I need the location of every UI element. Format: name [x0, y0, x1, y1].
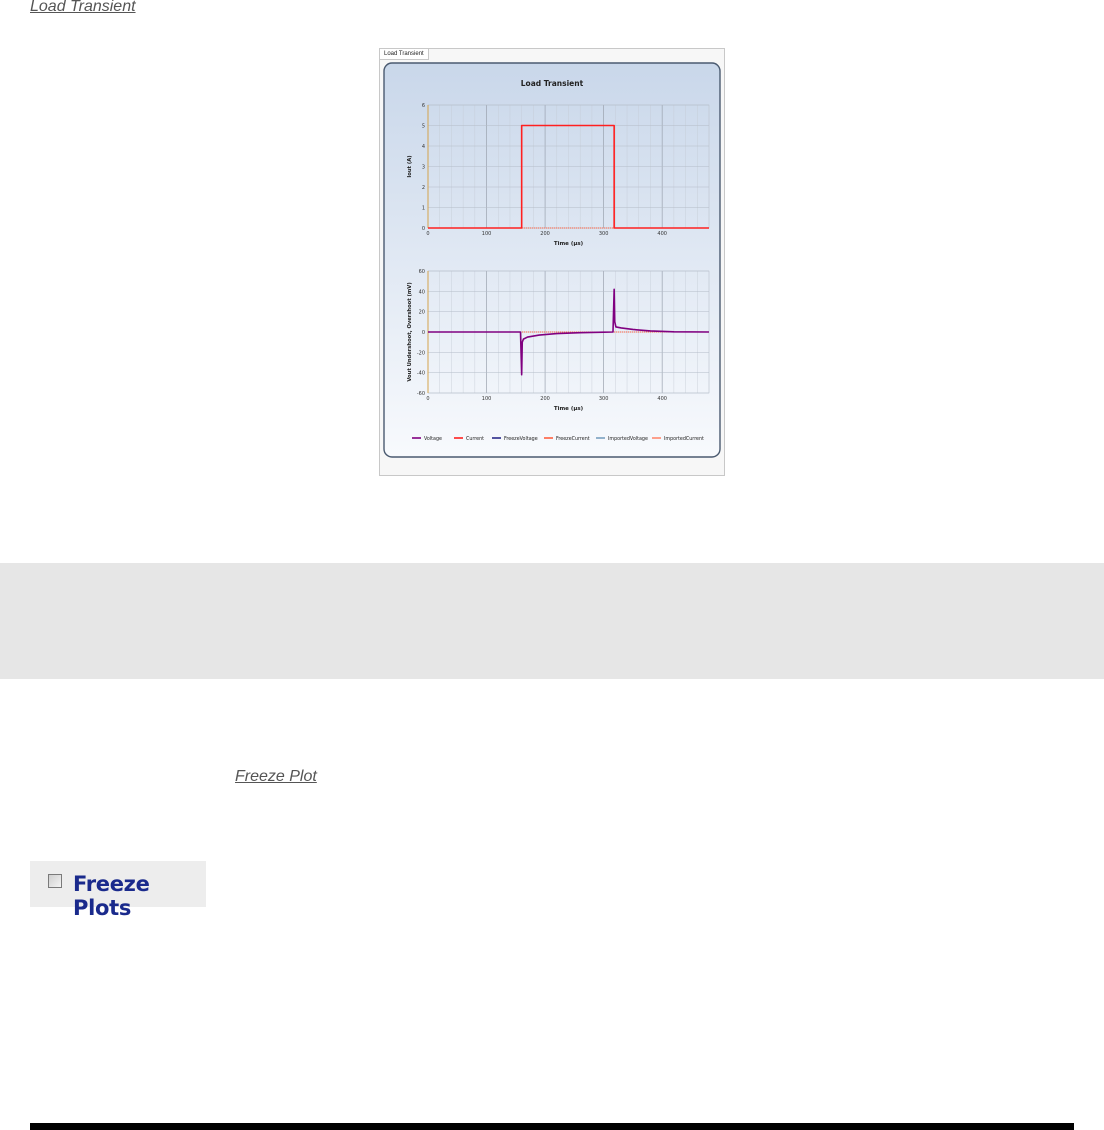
y-tick-label: -40 — [416, 370, 425, 377]
x-tick-label: 0 — [426, 396, 430, 402]
legend-label: FreezeCurrent — [556, 436, 590, 442]
gray-band — [0, 563, 1104, 679]
chart-title: Load Transient — [520, 79, 584, 88]
x-axis-label: Time (µs) — [553, 406, 584, 412]
freeze-plot-link[interactable]: Freeze Plot — [235, 768, 317, 785]
bottom-rule — [30, 1123, 1074, 1130]
y-tick-label: 0 — [421, 330, 425, 336]
y-tick-label: -60 — [416, 391, 425, 397]
x-tick-label: 200 — [540, 231, 550, 237]
y-tick-label: 4 — [421, 144, 425, 150]
load-transient-link[interactable]: Load Transient — [30, 0, 136, 15]
x-tick-label: 400 — [657, 396, 667, 402]
x-tick-label: 100 — [481, 396, 492, 402]
load-transient-chart — [380, 49, 726, 477]
x-tick-label: 300 — [598, 231, 609, 237]
freeze-plots-checkbox[interactable] — [48, 874, 62, 888]
legend-label: ImportedCurrent — [664, 436, 704, 442]
legend-label: FreezeVoltage — [504, 436, 538, 442]
legend-label: ImportedVoltage — [608, 436, 648, 442]
x-tick-label: 200 — [540, 396, 550, 402]
freeze-plots-control[interactable] — [30, 861, 206, 920]
legend-label: Current — [466, 436, 485, 442]
x-tick-label: 100 — [481, 231, 492, 237]
legend-label: Voltage — [424, 436, 442, 442]
x-tick-label: 0 — [426, 231, 430, 237]
freeze-plots-label: Freeze Plots — [73, 872, 150, 920]
figure-tab[interactable]: Load Transient — [380, 49, 429, 60]
y-tick-label: 1 — [421, 205, 425, 212]
y-tick-label: 0 — [421, 226, 425, 232]
chart-panel — [384, 63, 720, 457]
x-tick-label: 400 — [657, 231, 667, 237]
load-transient-figure — [379, 48, 725, 476]
y-tick-label: 40 — [418, 289, 425, 296]
x-axis-label: Time (µs) — [553, 241, 584, 247]
y-axis-label: Iout (A) — [407, 155, 413, 178]
y-tick-label: 5 — [421, 123, 425, 130]
y-axis-label: Vout Undershoot, Overshoot (mV) — [407, 282, 413, 382]
y-tick-label: 2 — [421, 185, 425, 191]
y-tick-label: 20 — [418, 309, 425, 316]
y-tick-label: -20 — [416, 350, 425, 357]
y-tick-label: 6 — [421, 103, 425, 109]
y-tick-label: 3 — [421, 164, 425, 171]
y-tick-label: 60 — [418, 269, 425, 275]
x-tick-label: 300 — [598, 396, 609, 402]
